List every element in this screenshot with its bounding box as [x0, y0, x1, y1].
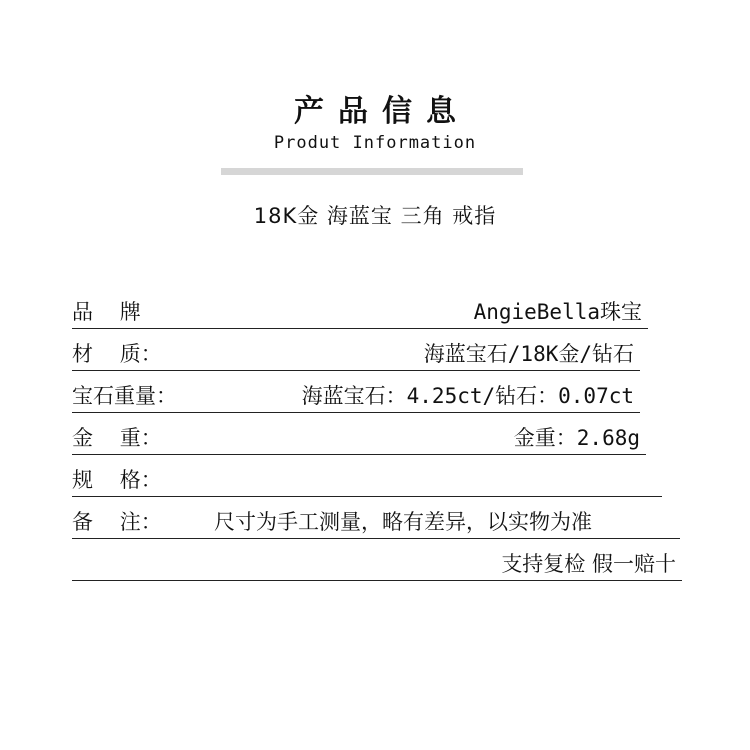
spec-row-gem-weight	[72, 382, 640, 413]
title-divider	[221, 168, 523, 175]
spec-label: 宝石重量：	[72, 384, 177, 408]
footer-note-row	[72, 550, 682, 581]
spec-row-material	[72, 340, 640, 371]
page-title: 产品信息	[294, 94, 470, 129]
spec-value: 海蓝宝石/18K金/钻石	[423, 342, 634, 366]
spec-label: 规 格：	[72, 468, 162, 492]
spec-label: 材 质：	[72, 342, 162, 366]
page-title-english: Produt Information	[273, 133, 477, 153]
spec-row-size	[72, 466, 662, 497]
spec-row-brand	[72, 298, 648, 329]
spec-value: 尺寸为手工测量，略有差异，以实物为准	[214, 510, 592, 534]
spec-label: 备 注：	[72, 510, 162, 534]
verification-note: 支持复检 假一赔十	[501, 552, 676, 576]
product-name: 18K金 海蓝宝 三角 戒指	[253, 204, 497, 228]
spec-value: 金重：2.68g	[513, 426, 640, 450]
spec-value: 海蓝宝石：4.25ct/钻石：0.07ct	[301, 384, 634, 408]
spec-value: AngieBella珠宝	[473, 300, 642, 324]
spec-row-remark	[72, 508, 680, 539]
spec-label: 金 重：	[72, 426, 162, 450]
spec-row-gold-weight	[72, 424, 646, 455]
spec-label: 品 牌	[72, 300, 141, 324]
